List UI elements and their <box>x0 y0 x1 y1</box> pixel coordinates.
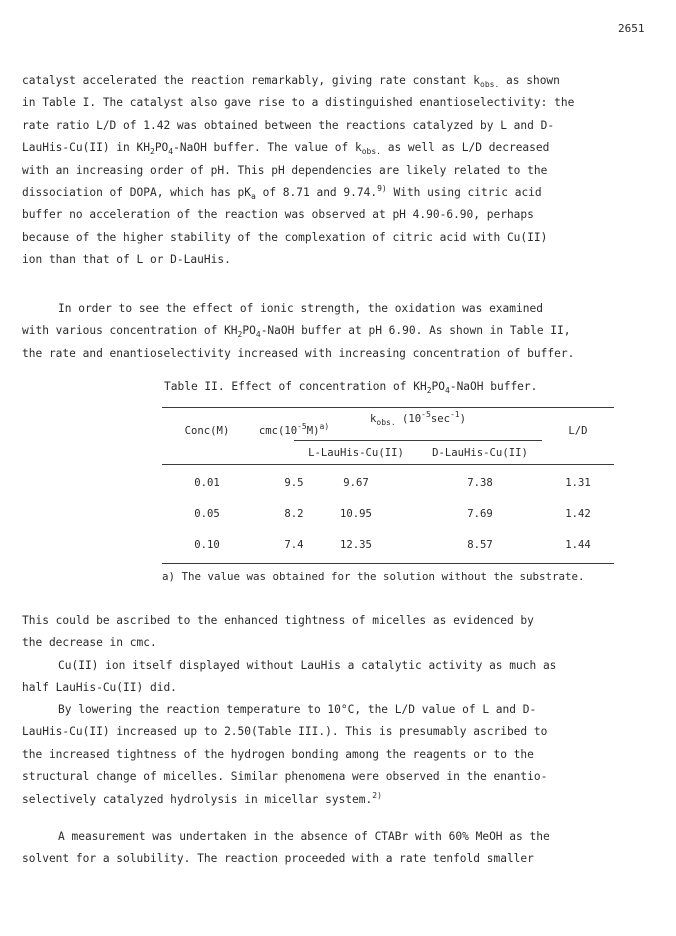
table-cell: 0.10 <box>194 539 220 551</box>
table-header-ld: L/D <box>568 425 588 437</box>
paragraph-5: By lowering the reaction temperature to 10°C, the L/D value of L and D- LauHis-Cu(II) increased up to 2.50(Table III.). This is presumably ascribed to the increased tightness of the hydrogen bonding among the reagents or to the structural change of micelles. Similar phenomena were observed in the enantio- selectively catalyzed hydrolysis in micellar system.$^{2)}$ <box>22 703 548 806</box>
table-header-cmc: $cmc(10^{-5}M)^{a)}$ <box>258 422 330 437</box>
table-cell: 1.42 <box>565 508 591 520</box>
table-cell: 9.67 <box>343 477 369 489</box>
table-kobs-rule <box>294 440 542 441</box>
table-header-d: D-LauHis-Cu(II) <box>432 447 528 459</box>
paragraph-2: In order to see the effect of ionic strength, the oxidation was examined with various concentration of $KH_2PO_4$-NaOH buffer at pH 6.90. As shown in Table II, the rate and enantioselectivity increased with increasing concentration of buffer. <box>22 302 575 360</box>
table-cell: 0.01 <box>194 477 220 489</box>
table-top-rule <box>162 407 614 408</box>
table-cell: 1.31 <box>565 477 591 489</box>
table-cell: 8.2 <box>284 508 304 520</box>
table-header-l: L-LauHis-Cu(II) <box>308 447 404 459</box>
table-bottom-rule <box>162 563 614 564</box>
table-cell: 10.95 <box>340 508 372 520</box>
paragraph-6: A measurement was undertaken in the absence of CTABr with 60% MeOH as the solvent for a solubility. The reaction proceeded with a rate tenfold smaller <box>22 830 550 866</box>
table-cell: 8.57 <box>467 539 493 551</box>
table-cell: 1.44 <box>565 539 591 551</box>
table-footnote: a) The value was obtained for the solution without the substrate. <box>162 570 585 583</box>
table-cell: 12.35 <box>340 539 372 551</box>
table-cell: 0.05 <box>194 508 220 520</box>
paragraph-4: Cu(II) ion itself displayed without LauHis a catalytic activity as much as half LauHis-Cu(II) did. <box>22 659 557 695</box>
table-header-rule <box>162 464 614 465</box>
table-cell: 9.5 <box>284 477 304 489</box>
paragraph-3: This could be ascribed to the enhanced tightness of micelles as evidenced by the decrease in cmc. <box>22 614 534 650</box>
page-number: 2651 <box>618 22 645 35</box>
table-cell: 7.69 <box>467 508 493 520</box>
table-caption: Table II. Effect of concentration of $KH_2PO_4$-NaOH buffer. <box>164 380 538 395</box>
table-header-conc: Conc(M) <box>184 425 230 437</box>
table-header-kobs: $k_{obs.}$ $(10^{-5}\sec^{-1})$ <box>370 410 466 427</box>
table-cell: 7.4 <box>284 539 304 551</box>
table-cell: 7.38 <box>467 477 493 489</box>
paragraph-1: catalyst accelerated the reaction remarkably, giving rate constant $k_{obs.}$ as shown in Table I. The catalyst also gave rise to a distinguished enantioselectivity: the rate ratio L/D of 1.42 was obtained between the reactions catalyzed by L and D- LauHis-Cu(II) in $KH_2PO_4$-NaOH buffer. The value of $k_{obs.}$ as well as L/D decreased with an increasing order of pH. This pH dependencies are likely related to the dissociation of DOPA, which has $pK_a$ of 8.71 and 9.74.$^{9)}$ With using citric acid buffer no acceleration of the reaction was observed at pH 4.90-6.90, perhaps because of the higher stability of the complexation of citric acid with Cu(II) ion than that of L or D-LauHis. <box>22 74 575 267</box>
